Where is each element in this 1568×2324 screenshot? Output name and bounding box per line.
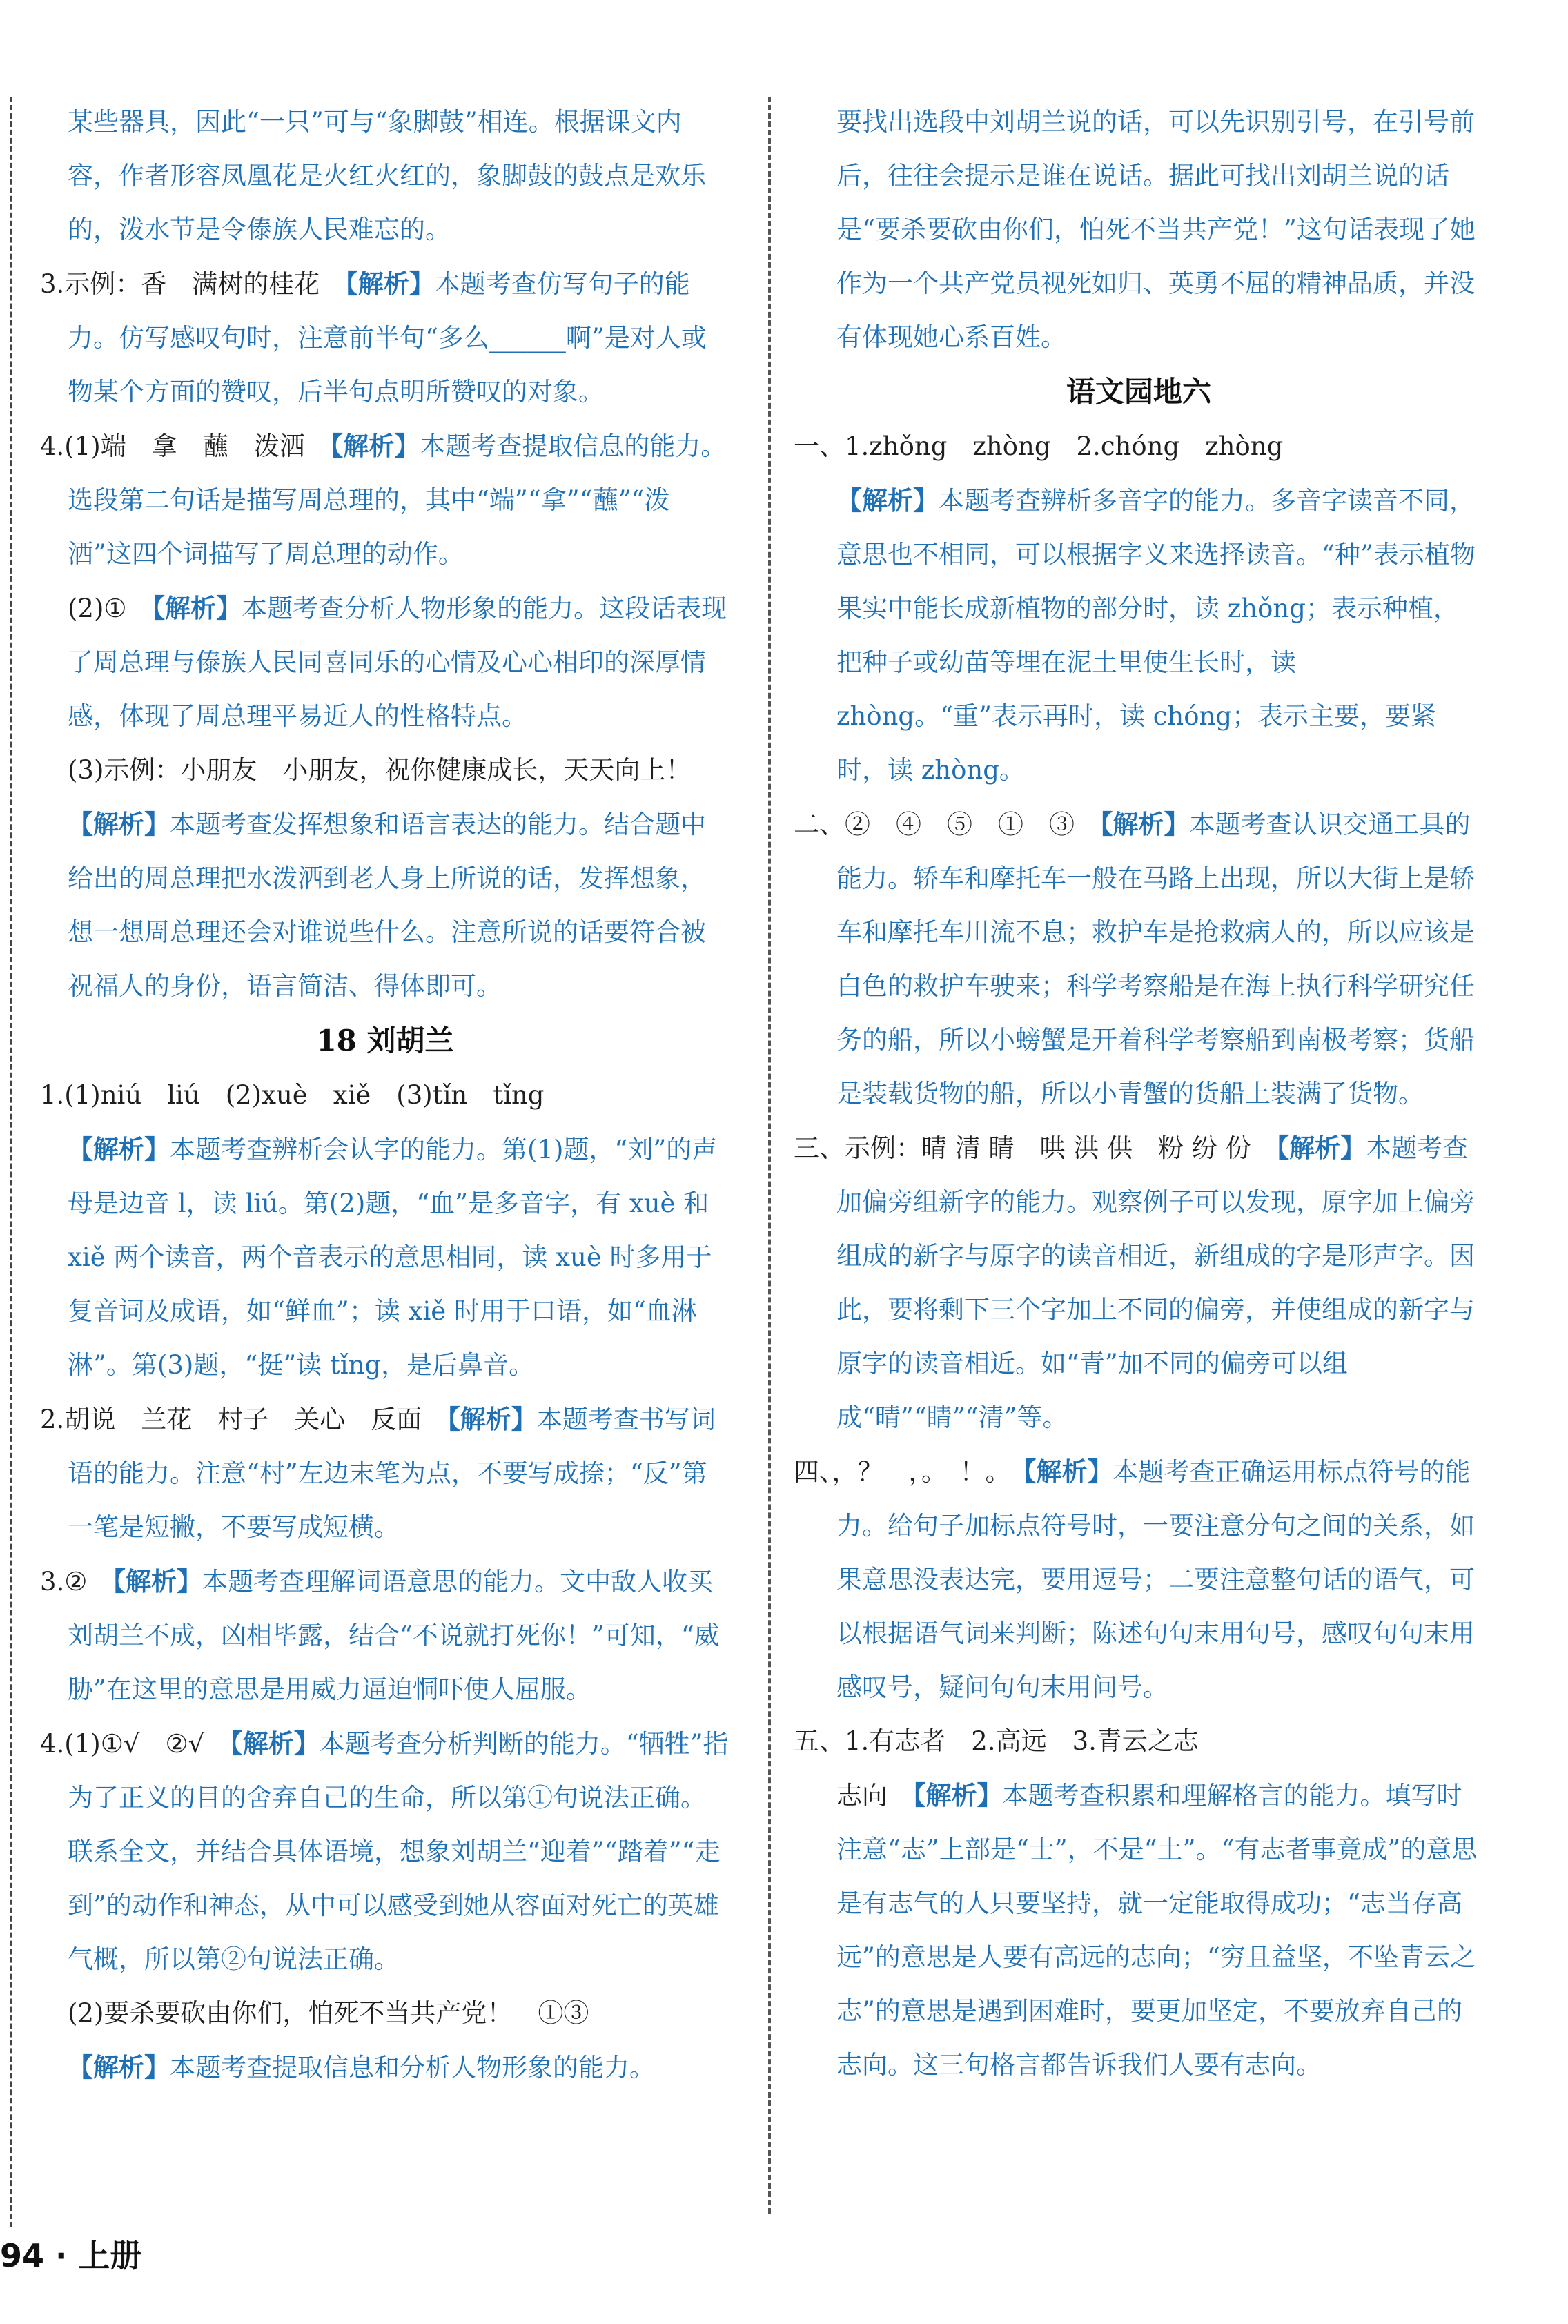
analysis-text: 本题考查加偏旁组新字的能力。观察例子可以发现，原字加上偏旁组成的新字与原字的读音相近，新组成的字是形声字。因此，要将剩下三个字加上不同的偏旁，并使组成的新字与原字的读音相近。如“青”加不同的偏旁可以组成“晴”“睛”“清”等。	[836, 1133, 1475, 1432]
answer-item	[40, 1986, 730, 2040]
answer-text: 2.胡说 兰花 村子 关心 反面	[40, 1405, 448, 1434]
answer-item	[40, 419, 730, 581]
answer-item	[40, 743, 730, 797]
answer-text: 4.(1)端 拿 蘸 泼洒	[40, 431, 331, 461]
answer-text: 三、示例：晴 清 睛 哄 洪 供 粉 纷 份	[794, 1133, 1277, 1163]
section-heading: 语文园地六	[1066, 375, 1211, 409]
answer-item	[794, 420, 1484, 473]
analysis-text: 某些器具，因此“一只”可与“象脚鼓”相连。根据课文内容，作者形容凤凰花是火红火红的，象脚鼓的鼓点是欢乐的，泼水节是令傣族人民难忘的。	[68, 107, 706, 244]
answer-item	[40, 2040, 730, 2095]
analysis-tag: 【解析】	[68, 1134, 170, 1164]
analysis-tag: 【解析】	[1276, 1133, 1366, 1163]
answer-text: 四、，？ ，。 ！。	[794, 1457, 1023, 1487]
analysis-text: 本题考查提取信息的能力。选段第二句话是描写周总理的，其中“端”“拿”“蘸”“泼洒”这四个词描写了周总理的动作。	[68, 431, 727, 569]
analysis-text: 要找出选段中刘胡兰说的话，可以先识别引号，在引号前后，往往会提示是谁在说话。据此可找出刘胡兰说的话是“要杀要砍由你们，怕死不当共产党！”这句话表现了她作为一个共产党员视死如归、英勇不屈的精神品质，并没有体现她心系百姓。	[836, 107, 1476, 352]
answer-item	[40, 1554, 730, 1717]
analysis-tag: 【解析】	[913, 1780, 1003, 1810]
right-column	[794, 95, 1484, 2092]
answer-text: 4.(1)①√ ②√	[40, 1729, 231, 1759]
analysis-text: 本题考查辨析多音字的能力。多音字读音不同，意思也不相同，可以根据字义来选择读音。“种”表示植物果实中能长成新植物的部分时，读 zhǒng；表示种植，把种子或幼苗等埋在泥土里使生长时，读 zhòng。“重”表示再时，读 chóng；表示主要，要紧时，读 zhòng。	[836, 486, 1476, 785]
column-divider	[768, 97, 771, 2214]
answer-item	[794, 797, 1484, 1121]
answer-item	[40, 1068, 730, 1122]
answer-item	[40, 95, 730, 257]
answer-text: 3.②	[40, 1567, 113, 1596]
answer-text: 志向	[836, 1781, 913, 1810]
answer-text: 五、1.有志者 2.高远 3.青云之志	[794, 1726, 1199, 1756]
answer-text: 二、② ④ ⑤ ① ③	[794, 810, 1100, 839]
answer-item	[794, 473, 1484, 797]
answer-item	[40, 797, 730, 1013]
analysis-text: 本题考查书写词语的能力。注意“村”左边末笔为点，不要写成捺；“反”第一笔是短撇，不要写成短横。	[68, 1405, 716, 1542]
answer-item	[794, 1768, 1484, 2092]
analysis-text: 本题考查提取信息和分析人物形象的能力。	[170, 2053, 655, 2082]
page-footer: 94 · 上册	[0, 2237, 142, 2274]
analysis-text: 本题考查仿写句子的能力。仿写感叹句时，注意前半句“多么______啊”是对人或物某个方面的赞叹，后半句点明所赞叹的对象。	[68, 269, 707, 407]
analysis-text: 本题考查分析人物形象的能力。这段话表现了周总理与傣族人民同喜同乐的心情及心心相印的深厚情感，体现了周总理平易近人的性格特点。	[68, 594, 727, 731]
answer-text: 一、1.zhǒng zhòng 2.chóng zhòng	[794, 431, 1284, 461]
answer-item	[794, 1121, 1484, 1445]
left-column	[40, 95, 730, 2095]
analysis-text: 本题考查积累和理解格言的能力。填写时注意“志”上部是“士”，不是“土”。“有志者事竟成”的意思是有志气的人只要坚持，就一定能取得成功；“志当存高远”的意思是人要有高远的志向；“穷且益坚，不坠青云之志”的意思是遇到困难时，要更加坚定，不要放弃自己的志向。这三句格言都告诉我们人要有志向。	[836, 1781, 1478, 2080]
analysis-text: 本题考查发挥想象和语言表达的能力。结合题中给出的周总理把水泼洒到老人身上所说的话，发挥想象，想一想周总理还会对谁说些什么。注意所说的话要符合被祝福人的身份，语言简洁、得体即可。	[68, 810, 706, 1001]
analysis-tag: 【解析】	[112, 1566, 202, 1596]
analysis-text: 本题考查分析判断的能力。“牺牲”指为了正义的目的舍弃自己的生命，所以第①句说法正确。联系全文，并结合具体语境，想象刘胡兰“迎着”“踏着”“走到”的动作和神态，从中可以感受到她从容面对死亡的英雄气概，所以第②句说法正确。	[68, 1729, 729, 1974]
cut-dashed-line	[10, 97, 12, 2227]
answer-text: 1.(1)niú liú (2)xuè xiě (3)tǐn tǐng	[40, 1080, 545, 1110]
analysis-tag: 【解析】	[68, 2052, 170, 2082]
analysis-tag: 【解析】	[447, 1404, 537, 1434]
answer-item	[794, 95, 1484, 364]
answer-text: (3)示例：小朋友 小朋友，祝你健康成长，天天向上！	[68, 755, 692, 785]
analysis-tag: 【解析】	[152, 593, 242, 623]
analysis-tag: 【解析】	[345, 268, 435, 299]
analysis-tag: 【解析】	[68, 809, 170, 839]
answer-text: 3.示例：香 满树的桂花	[40, 269, 346, 299]
analysis-text: 本题考查理解词语意思的能力。文中敌人收买刘胡兰不成，凶相毕露，结合“不说就打死你！”可知，“威胁”在这里的意思是用威力逼迫恫吓使人屈服。	[68, 1567, 720, 1704]
analysis-text: 本题考查正确运用标点符号的能力。给句子加标点符号时，一要注意分句之间的关系，如果意思没表达完，要用逗号；二要注意整句话的语气，可以根据语气词来判断；陈述句句末用句号，感叹句句末用感叹号，疑问句句末用问号。	[836, 1457, 1475, 1702]
answer-text: (2)要杀要砍由你们，怕死不当共产党！ ①③	[68, 1998, 589, 2028]
analysis-tag: 【解析】	[230, 1728, 320, 1759]
answer-item	[40, 1392, 730, 1554]
analysis-tag: 【解析】	[836, 485, 939, 516]
analysis-tag: 【解析】	[1023, 1456, 1113, 1487]
answer-text: (2)①	[68, 594, 153, 623]
analysis-text: 本题考查辨析会认字的能力。第(1)题，“刘”的声母是边音 l，读 liú。第(2)题，“血”是多音字，有 xuè 和 xiě 两个读音，两个音表示的意思相同，读 xuè 时多用于复音词及成语，如“鲜血”；读 xiě 时用于口语，如“血淋淋”。第(3)题，“挺”读 tǐng，是后鼻音。	[68, 1135, 718, 1380]
answer-item	[40, 257, 730, 419]
section-heading: 18 刘胡兰	[316, 1024, 454, 1057]
answer-item	[794, 1715, 1484, 1768]
analysis-text: 本题考查认识交通工具的能力。轿车和摩托车一般在马路上出现，所以大街上是轿车和摩托车川流不息；救护车是抢救病人的，所以应该是白色的救护车驶来；科学考察船是在海上执行科学研究任务的船，所以小螃蟹是开着科学考察船到南极考察；货船是装载货物的船，所以小青蟹的货船上装满了货物。	[836, 810, 1475, 1109]
analysis-tag: 【解析】	[1100, 809, 1190, 839]
answer-item	[794, 1445, 1484, 1715]
answer-item	[40, 1122, 730, 1392]
answer-item	[40, 1717, 730, 1986]
analysis-tag: 【解析】	[330, 431, 420, 461]
answer-item	[40, 581, 730, 743]
